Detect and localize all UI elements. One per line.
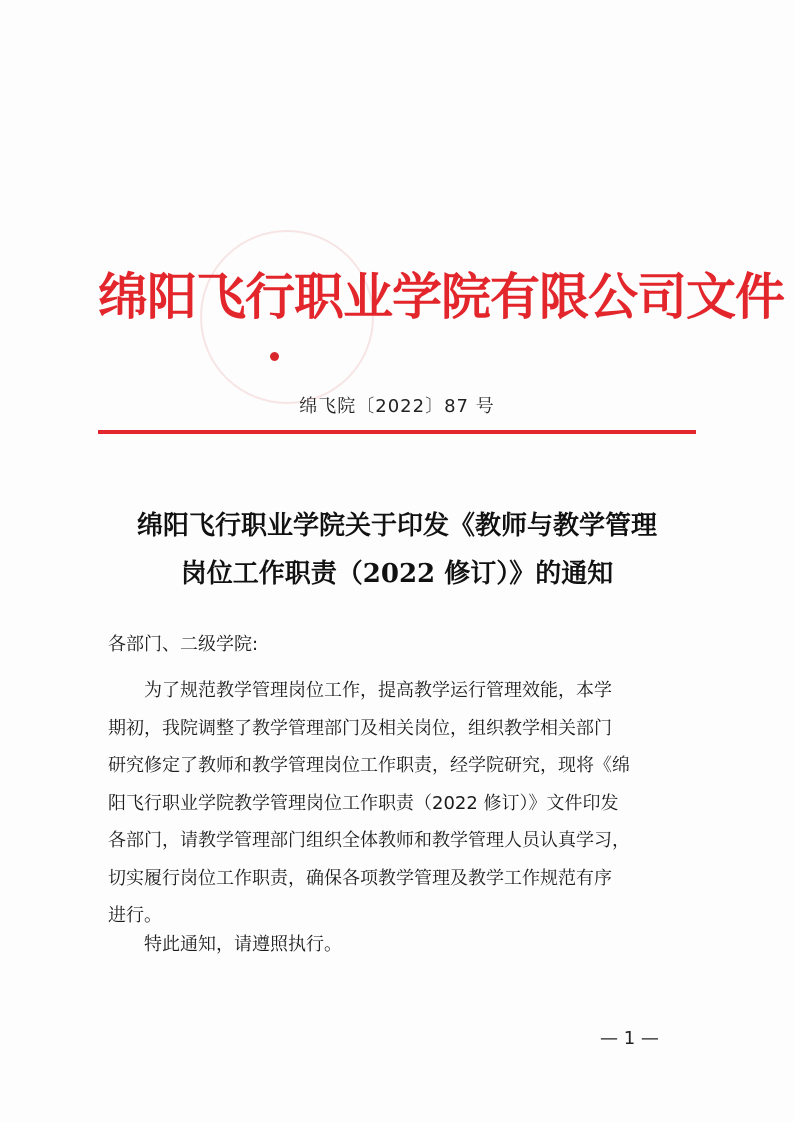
red-divider-line xyxy=(98,430,696,434)
page-number: — 1 — xyxy=(600,1028,659,1049)
body-paragraph xyxy=(108,672,708,935)
red-dot-mark xyxy=(270,352,279,361)
notice-title-line-2: 岗位工作职责（2022 修订）》的通知 xyxy=(180,559,614,589)
masthead-title: 绵阳飞行职业学院有限公司文件 xyxy=(98,267,784,326)
closing-remark: 特此通知，请遵照执行。 xyxy=(144,934,342,955)
body-line: 切实履行岗位工作职责，确保各项教学管理及教学工作规范有序 xyxy=(108,867,612,889)
body-line: 各部门，请教学管理部门组织全体教师和教学管理人员认真学习， xyxy=(108,830,630,851)
notice-title xyxy=(90,502,704,598)
body-line: 阳飞行职业学院教学管理岗位工作职责（2022 修订）》文件印发 xyxy=(108,792,619,814)
body-line: 期初，我院调整了教学管理部门及相关岗位，组织教学相关部门 xyxy=(108,717,612,739)
document-number: 绵飞院〔2022〕87 号 xyxy=(299,396,495,417)
salutation: 各部门、二级学院: xyxy=(108,634,259,655)
body-line: 研究修定了教师和教学管理岗位工作职责，经学院研究，现将《绵 xyxy=(108,755,630,776)
notice-title-line-1: 绵阳飞行职业学院关于印发《教师与教学管理 xyxy=(136,511,657,541)
body-line: 为了规范教学管理岗位工作，提高教学运行管理效能，本学 xyxy=(108,680,612,701)
body-line: 进行。 xyxy=(108,905,162,926)
